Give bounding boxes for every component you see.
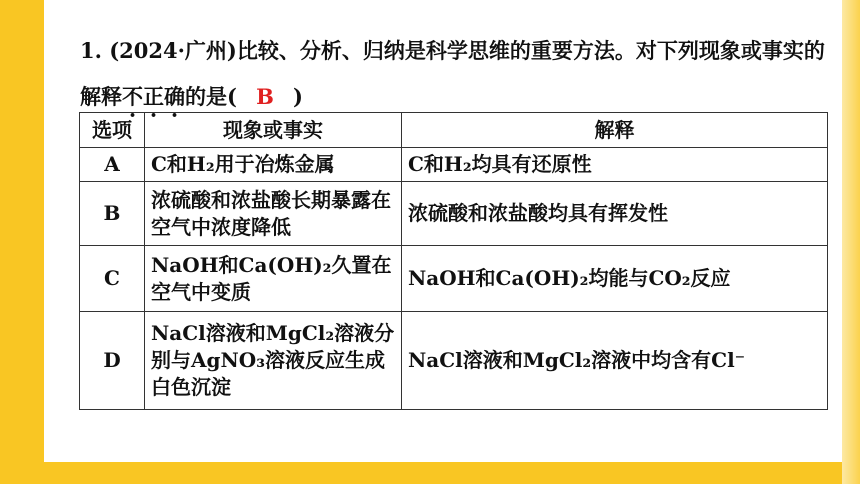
- bottom-frame-bar: [0, 462, 860, 484]
- table-header-row: [80, 113, 828, 148]
- table-row: [80, 148, 828, 182]
- table-row: [80, 182, 828, 246]
- answer-mark: B: [256, 84, 274, 109]
- row-explanation: 浓硫酸和浓盐酸均具有挥发性: [402, 182, 828, 246]
- question-close: ): [292, 84, 303, 109]
- right-frame-bar: [842, 0, 860, 484]
- question-text: [80, 28, 825, 122]
- row-fact: NaOH和Ca(OH)₂久置在空气中变质: [145, 246, 402, 312]
- row-explanation: NaOH和Ca(OH)₂均能与CO₂反应: [402, 246, 828, 312]
- row-option: D: [80, 312, 145, 410]
- options-table: [79, 112, 828, 410]
- row-explanation: C和H₂均具有还原性: [402, 148, 828, 182]
- question-prefix: 1. (2024·广州)比较、分析、归纳是科学思维的重要方法。对下列现象或事实的解释: [80, 38, 825, 109]
- row-fact: NaCl溶液和MgCl₂溶液分别与AgNO₃溶液反应生成白色沉淀: [145, 312, 402, 410]
- question-suffix: 的是(: [185, 84, 237, 109]
- left-frame-bar: [0, 0, 44, 484]
- header-option: 选项: [80, 113, 145, 148]
- row-fact: C和H₂用于冶炼金属: [145, 148, 402, 182]
- row-option: B: [80, 182, 145, 246]
- row-option: A: [80, 148, 145, 182]
- row-fact: 浓硫酸和浓盐酸长期暴露在空气中浓度降低: [145, 182, 402, 246]
- row-option: C: [80, 246, 145, 312]
- row-explanation: NaCl溶液和MgCl₂溶液中均含有Cl⁻: [402, 312, 828, 410]
- table-row: [80, 246, 828, 312]
- header-fact: 现象或事实: [145, 113, 402, 148]
- header-explanation: 解释: [402, 113, 828, 148]
- table-row: [80, 312, 828, 410]
- question-emphasis: 不正确: [122, 84, 185, 109]
